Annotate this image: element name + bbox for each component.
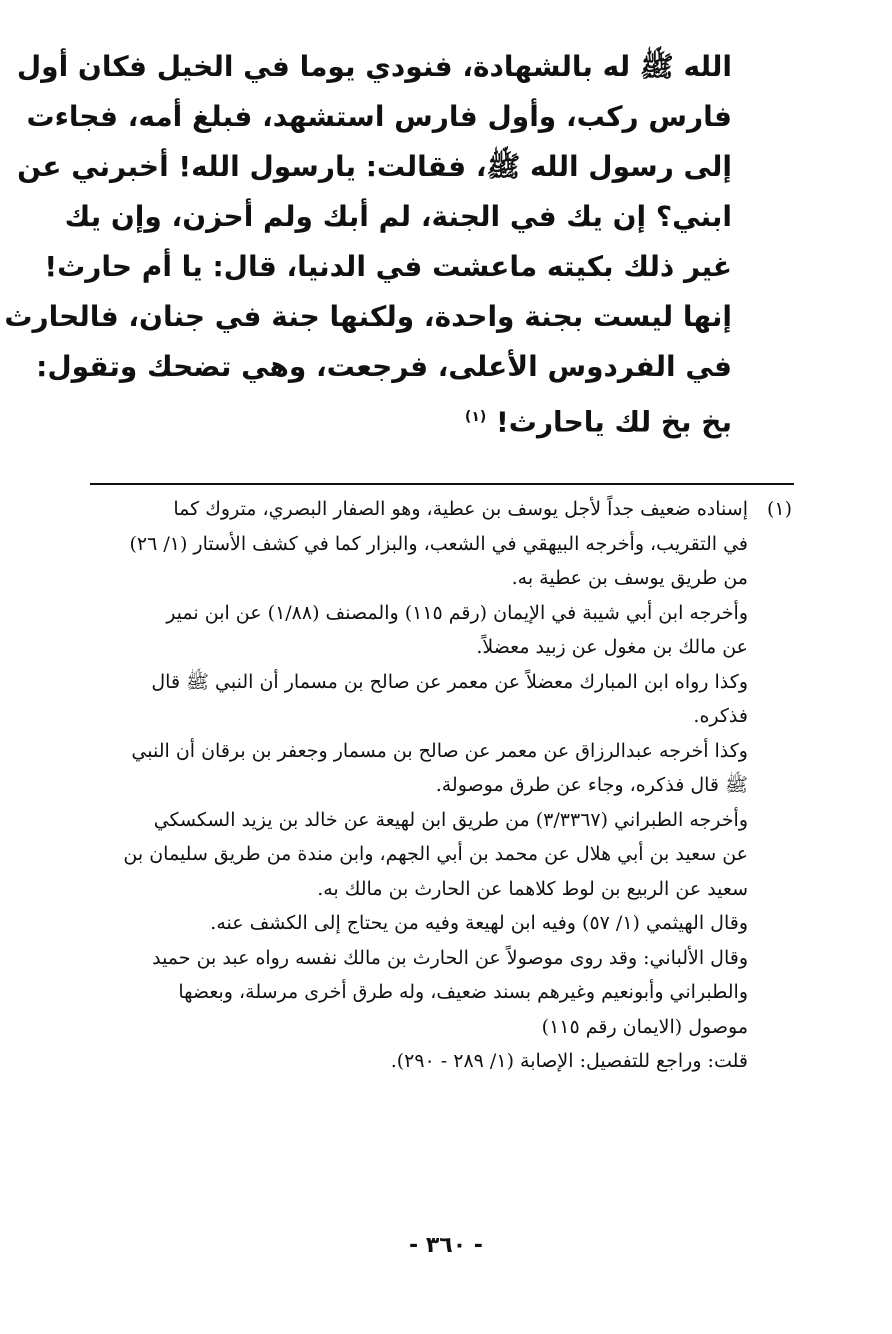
footnote-reference: (١) — [464, 409, 487, 425]
footnotes-block — [72, 492, 792, 1079]
footnote-line: والطبراني وأبونعيم وغيرهم بسند ضعيف، وله طرق أخرى مرسلة، وبعضها — [178, 981, 748, 1003]
footnote-line: فذكره. — [693, 705, 748, 727]
main-text-line: ابني؟ إن يك في الجنة، لم أبك ولم أحزن، وإن يك — [64, 200, 732, 233]
main-text-line: في الفردوس الأعلى، فرجعت، وهي تضحك وتقول: — [36, 350, 732, 383]
main-text-line: إلى رسول الله ﷺ، فقالت: يارسول الله! أخبرني عن — [17, 150, 732, 183]
footnote-line: موصول (الايمان رقم ١١٥) — [541, 1015, 748, 1038]
footnote-line: وقال الهيثمي (١/ ٥٧) وفيه ابن لهيعة وفيه من يحتاج إلى الكشف عنه. — [210, 912, 748, 934]
footnote-number: (١) — [766, 498, 792, 520]
page-number: - ٣٦٠ - — [409, 1233, 483, 1258]
footnote-line: عن مالك بن مغول عن زبيد معضلاً. — [476, 636, 748, 658]
footnote-line: في التقريب، وأخرجه البيهقي في الشعب، والبزار كما في كشف الأستار (١/ ٢٦) — [129, 532, 748, 555]
main-text-line: فارس ركب، وأول فارس استشهد، فبلغ أمه، فجاءت — [26, 100, 732, 133]
main-text — [4, 42, 732, 442]
footnote-line: من طريق يوسف بن عطية به. — [511, 567, 748, 589]
footnote-line: سعيد عن الربيع بن لوط كلاهما عن الحارث بن مالك به. — [317, 877, 748, 900]
footnote-line — [72, 492, 792, 527]
main-text-line: غير ذلك بكيته ماعشت في الدنيا، قال: يا أم حارث! — [44, 250, 732, 283]
footnote-line: ﷺ قال فذكره، وجاء عن طرق موصولة. — [435, 774, 748, 796]
main-text-line: بخ بخ لك ياحارث! — [496, 405, 732, 439]
footnote-line: وكذا أخرجه عبدالرزاق عن معمر عن صالح بن مسمار وجعفر بن برقان أن النبي — [131, 739, 748, 762]
footnote-line: وقال الألباني: وقد روى موصولاً عن الحارث بن مالك نفسه رواه عبد بن حميد — [152, 946, 748, 969]
footnote-line: عن سعيد بن أبي هلال عن محمد بن أبي الجهم، وابن مندة من طريق سليمان بن — [123, 843, 748, 865]
footnote-line: وأخرجه الطبراني (٣/٣٣٦٧) من طريق ابن لهيعة عن خالد بن يزيد السكسكي — [153, 808, 748, 831]
footnote-separator-rule — [90, 483, 794, 485]
main-text-line: الله ﷺ له بالشهادة، فنودي يوما في الخيل فكان أول — [16, 50, 732, 83]
footnote-text: إسناده ضعيف جداً لأجل يوسف بن عطية، وهو الصفار البصري، متروك كما — [173, 498, 748, 520]
footnote-line: وكذا رواه ابن المبارك معضلاً عن معمر عن صالح بن مسمار أن النبي ﷺ قال — [151, 670, 748, 693]
footnote-line: قلت: وراجع للتفصيل: الإصابة (١/ ٢٨٩ - ٢٩٠). — [390, 1050, 748, 1072]
footnote-line: وأخرجه ابن أبي شيبة في الإيمان (رقم ١١٥) والمصنف (١/٨٨) عن ابن نمير — [166, 601, 748, 624]
main-text-line: إنها ليست بجنة واحدة، ولكنها جنة في جنان، فالحارث — [4, 300, 732, 333]
main-text-last-line — [72, 392, 732, 442]
